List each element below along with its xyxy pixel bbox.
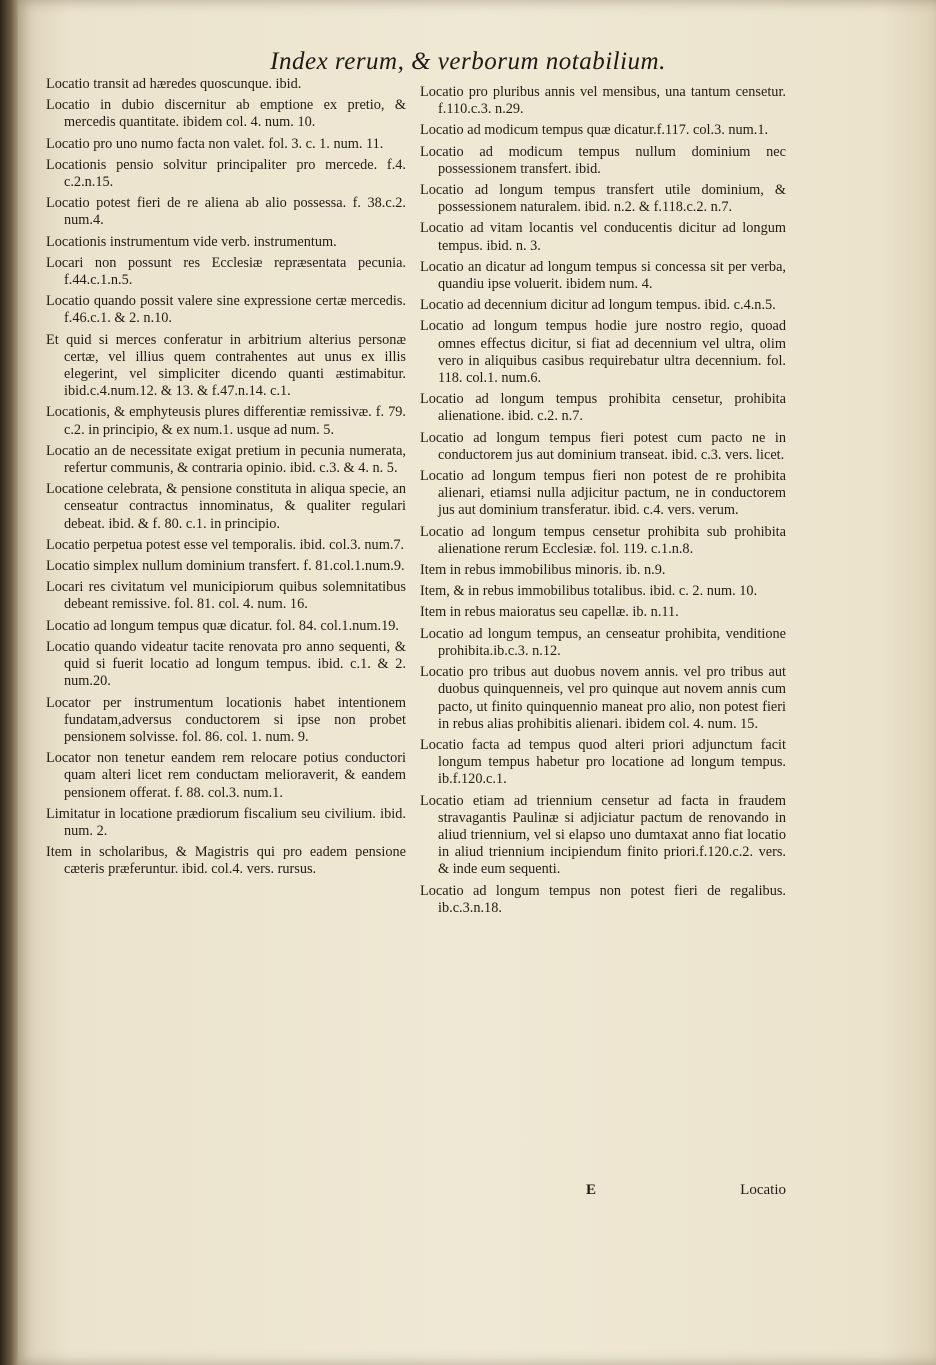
index-entry: Locator non tenetur eandem rem relocare potius conductori quam alteri licet rem conductam melioraverit, & eandem pensionem offerat. f. 88. col.3. num.1. — [46, 750, 406, 801]
index-entry: Locatio ad vitam locantis vel conducentis dicitur ad longum tempus. ibid. n. 3. — [420, 220, 786, 254]
index-entry: Locari res civitatum vel municipiorum quibus solemnitatibus debeant remissive. fol. 81. col. 4. num. 16. — [46, 579, 406, 613]
index-entry: Locatio pro tribus aut duobus novem annis. vel pro tribus aut duobus quinquenneis, vel pro quinque aut novem annis cum pacto, ut finito quinquennio maneat pro alio, non potest fieri in rebus alias prohibitis alienari. ibidem col. 4. num. 15. — [420, 664, 786, 732]
index-entry: Item in rebus immobilibus minoris. ib. n.9. — [420, 562, 666, 579]
index-entry: Locatio ad longum tempus transfert utile dominium, & possessionem naturalem. ibid. n.2. & f.118.c.2. n.7. — [420, 182, 786, 216]
index-entry: Locatio ad longum tempus fieri non potest de re prohibita alienari, etiamsi nulla adjicitur pactum, ne in conductorem jus aut dominium transferatur. ibid. c.4. vers. verum. — [420, 468, 786, 519]
index-entry: Locatio ad longum tempus non potest fieri de regalibus. ib.c.3.n.18. — [420, 882, 786, 916]
index-entry: Locatio etiam ad triennium censetur ad facta in fraudem stravagantis Paulinæ si adjiciatur pactum de renovando in aliud triennium, vel si elapso uno dumtaxat anno fiat locatio in aliud triennium incipiendum finito priori.f.120.c.2. vers. & inde eum sequenti. — [420, 792, 786, 878]
index-entry: Locatio transit ad hæredes quoscunque. ibid. — [46, 76, 302, 92]
index-entry: Locari non possunt res Ecclesiæ repræsentata pecunia. f.44.c.1.n.5. — [46, 254, 406, 289]
index-column-left — [46, 76, 406, 883]
index-entry: Locatio ad longum tempus prohibita censetur, prohibita alienatione. ibid. c.2. n.7. — [420, 391, 786, 425]
index-entry: Locationis pensio solvitur principaliter pro mercede. f.4. c.2.n.15. — [46, 156, 406, 191]
index-entry: Locatione celebrata, & pensione constituta in aliqua specie, an censeatur contractus innominatus, & qualiter regulari debeat. ibid. & f. 80. c.1. in principio. — [46, 481, 406, 532]
page-header: Index rerum, & verborum notabilium. — [270, 48, 666, 75]
index-entry: Item in rebus maioratus seu capellæ. ib. n.11. — [420, 604, 679, 621]
index-entry: Locatio potest fieri de re aliena ab alio possessa. f. 38.c.2. num.4. — [46, 195, 406, 229]
index-entry: Item in scholaribus, & Magistris qui pro eadem pensione cæteris præferuntur. ibid. col.4. vers. rursus. — [46, 844, 406, 878]
index-entry: Locationis instrumentum vide verb. instrumentum. — [46, 233, 337, 250]
index-entry: Et quid si merces conferatur in arbitrium alterius personæ certæ, vel illius quem contrahentes aut unus ex illis elegerint, vel simpliciter dicendo quanti æstimabitur. ibid.c.4.num.12. & 13. & f.47.n.14. c.1. — [46, 331, 406, 400]
index-entry: Locatio simplex nullum dominium transfert. f. 81.col.1.num.9. — [46, 558, 405, 575]
index-entry: Item, & in rebus immobilibus totalibus. ibid. c. 2. num. 10. — [420, 583, 758, 600]
index-entry: Locatio an dicatur ad longum tempus si concessa sit per verba, quandiu ipse voluerit. ibidem num. 4. — [420, 258, 786, 293]
index-entry: Locatio quando possit valere sine expressione certæ mercedis. f.46.c.1. & 2. n.10. — [46, 293, 406, 327]
index-entry: Locator per instrumentum locationis habet intentionem fundatam,adversus conductorem si ipse non probet pensionem solvisse. fol. 86. col. 1. num. 9. — [46, 694, 406, 745]
index-entry: Locatio ad modicum tempus nullum dominium nec possessionem transfert. ibid. — [420, 143, 786, 177]
index-column-right — [420, 84, 786, 921]
index-entry: Locatio ad modicum tempus quæ dicatur.f.117. col.3. num.1. — [420, 122, 769, 139]
signature-mark: E — [586, 1182, 597, 1198]
index-entry: Locatio in dubio discernitur ab emptione ex pretio, & mercedis quantitate. ibidem col. 4. num. 10. — [46, 97, 406, 131]
index-entry: Locatio pro uno numo facta non valet. fol. 3. c. 1. num. 11. — [46, 135, 384, 152]
index-entry: Locatio ad longum tempus censetur prohibita sub prohibita alienatione rerum Ecclesiæ. fol. 119. c.1.n.8. — [420, 523, 786, 557]
index-entry: Locatio quando videatur tacite renovata pro anno sequenti, & quid si fuerit locatio ad longum tempus. ibid. c.1. & 2. num.20. — [46, 638, 406, 690]
index-entry: Locatio an de necessitate exigat pretium in pecunia numerata, refertur communis, & contraria opinio. ibid. c.3. & 4. n. 5. — [46, 442, 406, 477]
index-entry: Locationis, & emphyteusis plures differentiæ remissivæ. f. 79. c.2. in principio, & ex num.1. usque ad num. 5. — [46, 404, 406, 438]
index-entry: Locatio ad longum tempus, an censeatur prohibita, venditione prohibita.ib.c.3. n.12. — [420, 625, 786, 659]
page-footer — [420, 1182, 786, 1206]
index-entry: Locatio ad longum tempus fieri potest cum pacto ne in conductorem jus aut dominium transeat. ibid. c.3. vers. licet. — [420, 429, 786, 463]
index-entry: Locatio ad decennium dicitur ad longum tempus. ibid. c.4.n.5. — [420, 297, 776, 314]
book-spine — [0, 0, 18, 1365]
index-entry: Locatio ad longum tempus hodie jure nostro regio, quoad omnes effectus dicitur, si fiat ad decennium vel ultra, olim vero in aliquibus casibus requirebatur ultra decennium. fol. 118. col.1. num.6. — [420, 318, 786, 387]
index-entry: Limitatur in locatione prædiorum fiscalium seu civilium. ibid. num. 2. — [46, 805, 406, 839]
index-entry: Locatio perpetua potest esse vel temporalis. ibid. col.3. num.7. — [46, 536, 405, 553]
index-entry: Locatio ad longum tempus quæ dicatur. fol. 84. col.1.num.19. — [46, 617, 400, 634]
index-entry: Locatio facta ad tempus quod alteri priori adjunctum facit longum tempus habetur pro locatione ad longum tempus. ib.f.120.c.1. — [420, 736, 786, 788]
index-entry: Locatio pro pluribus annis vel mensibus, una tantum censetur. f.110.c.3. n.29. — [420, 84, 786, 118]
catchword: Locatio — [740, 1182, 786, 1198]
